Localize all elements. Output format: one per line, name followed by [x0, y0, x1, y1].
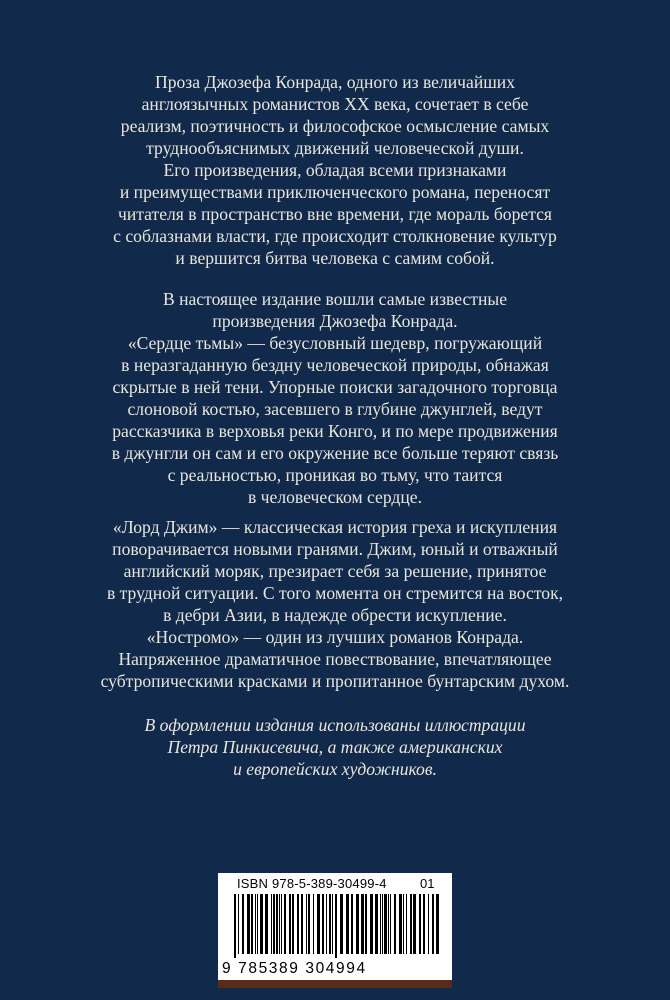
barcode-bar: [390, 894, 391, 954]
barcode-bar: [308, 894, 310, 954]
barcode-bar: [301, 894, 303, 954]
lj-line: в дебри Азии, в надежде обрести искупление.: [163, 605, 507, 625]
heart-of-darkness-paragraph: [60, 332, 610, 508]
barcode-bar: [297, 894, 299, 954]
isbn-number: ISBN 978-5-389-30499-4: [237, 876, 387, 891]
barcode-bar: [332, 894, 333, 954]
barcode-bar: [292, 894, 294, 954]
barcode-bar: [370, 894, 373, 954]
hod-line: слоновой костью, засевшего в глубине джунглей, ведут: [127, 399, 543, 419]
barcode-bar: [326, 894, 327, 954]
illustration-credits: [60, 714, 610, 780]
intro-line: и преимуществами приключенческого романа, переносят: [119, 182, 551, 202]
credits-line: и европейских художников.: [233, 759, 437, 779]
barcode-bar: [289, 894, 291, 954]
barcode-bar: [361, 894, 364, 954]
barcode-bar: [399, 894, 402, 954]
barcode-bar: [413, 894, 416, 954]
barcode-bar: [242, 894, 244, 954]
barcode-bars: [234, 894, 444, 958]
intro-line: Его произведения, обладая всеми признаками: [163, 160, 507, 180]
barcode-bar: [255, 894, 256, 954]
barcode-bar: [260, 894, 263, 954]
barcode-bar: [279, 894, 280, 954]
barcode-bar: [346, 894, 349, 954]
barcode-bar: [384, 894, 387, 954]
barcode-bar: [335, 894, 337, 958]
ean-digits: 9 785389 304994: [222, 960, 367, 977]
barcode-bar: [238, 894, 239, 954]
edition-line: В настоящее издание вошли самые известные: [162, 289, 508, 309]
barcode-bar: [365, 894, 367, 954]
barcode-bar: [410, 894, 412, 954]
barcode-bar: [388, 894, 389, 954]
intro-line: и вершится битва человека с самим собой.: [175, 248, 495, 268]
intro-line: читателя в пространство вне времени, где мораль борется: [117, 204, 553, 224]
barcode-bar: [380, 894, 381, 954]
nostromo-line: Напряженное драматичное повествование, впечатляющее: [118, 649, 552, 669]
barcode-bar: [234, 894, 236, 958]
barcode-bar: [329, 894, 331, 954]
credits-line: В оформлении издания использованы иллюстрации: [144, 715, 526, 735]
hod-line: рассказчика в верховья реки Конго, и по мере продвижения: [112, 421, 558, 441]
barcode-bar: [265, 894, 268, 954]
barcode-bar: [428, 894, 429, 954]
edition-paragraph: [60, 288, 610, 332]
isbn-barcode: [218, 873, 452, 988]
credits-line: Петра Пинкисевича, а также американских: [167, 737, 503, 757]
barcode-bar: [351, 894, 353, 954]
barcode-bar: [313, 894, 314, 954]
barcode-bar: [432, 894, 434, 954]
barcode-bar: [247, 894, 250, 954]
barcode-bar: [340, 894, 343, 954]
barcode-bar: [403, 894, 404, 954]
barcode-bar: [436, 894, 439, 954]
intro-line: англоязычных романистов XX века, сочетает в себе: [141, 94, 529, 114]
barcode-bar: [317, 894, 320, 954]
hod-line: в неразгаданную бездну человеческой природы, обнажая: [121, 355, 549, 375]
edition-line: произведения Джозефа Конрада.: [212, 311, 458, 331]
barcode-bar: [394, 894, 396, 954]
nostromo-line: субтропическими красками и пропитанное бунтарским духом.: [100, 671, 570, 691]
lord-jim-paragraph: [60, 516, 610, 626]
intro-line: реализм, поэтичность и философское осмысление самых: [120, 116, 550, 136]
barcode-bar: [284, 894, 286, 954]
hod-line: скрытые в ней тени. Упорные поиски загадочного торговца: [112, 377, 558, 397]
hod-line: с реальностью, проникая во тьму, что таится: [167, 465, 503, 485]
barcode-bar: [257, 894, 258, 954]
lj-line: поворачивается новыми гранями. Джим, юный и отважный: [112, 539, 558, 559]
hod-line: «Сердце тьмы» — безусловный шедевр, погружающий: [127, 333, 543, 353]
intro-line: труднообъяснимых движений человеческой души.: [146, 138, 524, 158]
barcode-bar: [419, 894, 421, 954]
lj-line: английский моряк, презирает себя за решение, принятое: [123, 561, 547, 581]
barcode-bottom-strip: [218, 980, 452, 988]
hod-line: в человеческом сердце.: [247, 487, 423, 507]
lj-line: «Лорд Джим» — классическая история греха и искупления: [112, 517, 558, 537]
barcode-bar: [306, 894, 307, 954]
barcode-bar: [382, 894, 383, 954]
barcode-bar: [406, 894, 407, 954]
intro-line: с соблазнами власти, где происходит столкновение культур: [113, 226, 557, 246]
barcode-bar: [276, 894, 278, 954]
barcode-bar: [251, 894, 253, 954]
barcode-bar: [322, 894, 324, 954]
nostromo-line: «Ностромо» — один из лучших романов Конрада.: [146, 627, 524, 647]
barcode-bar: [423, 894, 425, 954]
barcode-bar: [375, 894, 378, 954]
barcode-bar: [273, 894, 275, 954]
hod-line: в джунгли он сам и его окружение все больше теряют связь: [111, 443, 559, 463]
intro-paragraph: [60, 71, 610, 269]
intro-line: Проза Джозефа Конрада, одного из величайших: [154, 72, 516, 92]
barcode-bar: [356, 894, 359, 954]
lj-line: в трудной ситуации. С того момента он стремится на восток,: [106, 583, 564, 603]
barcode-bar: [281, 894, 282, 954]
barcode-addon-code: 01: [420, 876, 435, 891]
barcode-bar: [271, 894, 272, 954]
nostromo-paragraph: [60, 626, 610, 692]
